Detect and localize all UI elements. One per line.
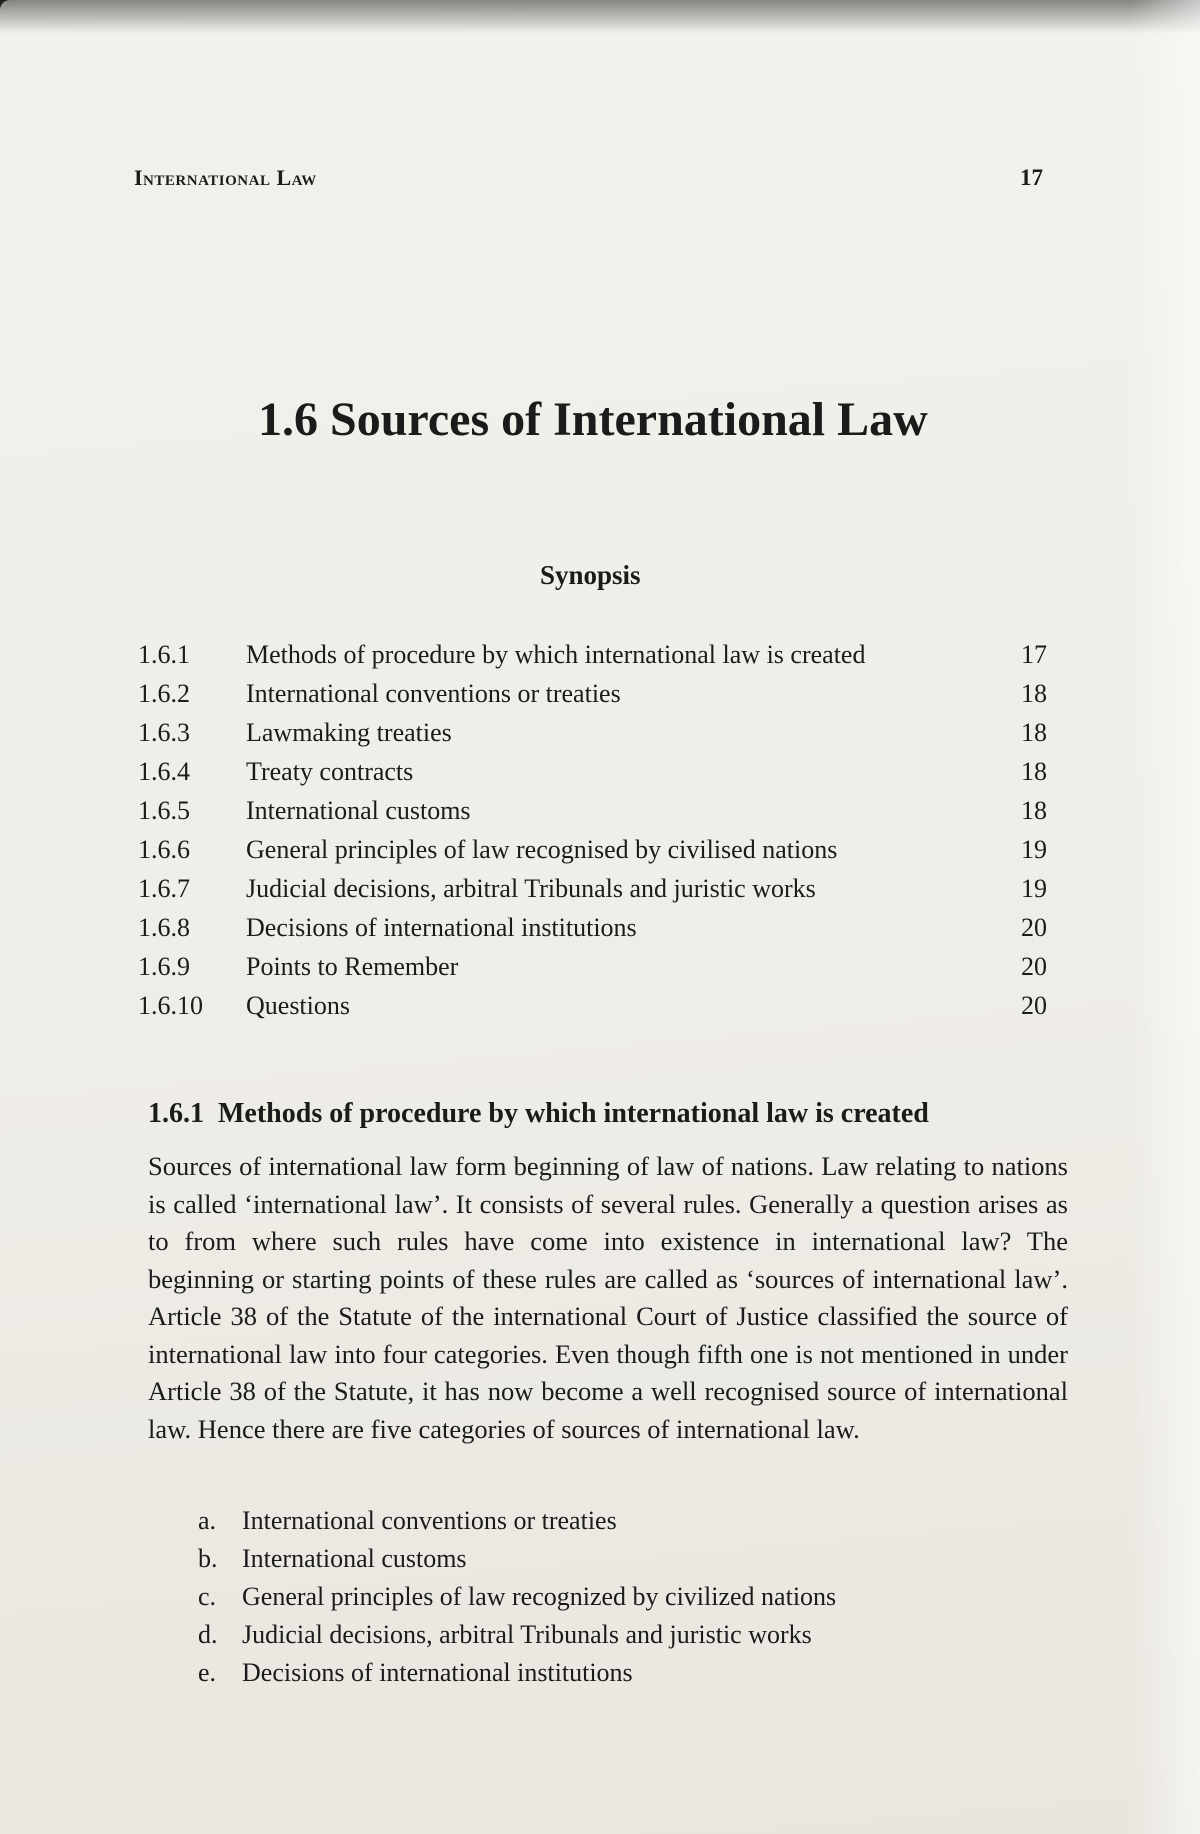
- page-edge-shadow: [0, 0, 1200, 34]
- chapter-title: 1.6 Sources of International Law: [258, 393, 928, 446]
- list-marker: d.: [198, 1620, 218, 1649]
- synopsis-entry: [138, 835, 1058, 874]
- list-item-text: Judicial decisions, arbitral Tribunals and juristic works: [242, 1620, 812, 1649]
- synopsis-entry-page: 19: [1021, 835, 1047, 864]
- synopsis-list: [138, 640, 1058, 1030]
- synopsis-entry: [138, 991, 1058, 1030]
- list-marker: a.: [198, 1506, 217, 1535]
- synopsis-entry-page: 20: [1021, 991, 1047, 1020]
- synopsis-entry-number: 1.6.10: [138, 991, 203, 1020]
- synopsis-entry-label: International customs: [246, 796, 471, 825]
- synopsis-entry-page: 18: [1021, 718, 1047, 747]
- synopsis-entry-number: 1.6.3: [138, 718, 190, 747]
- synopsis-entry: [138, 874, 1058, 913]
- synopsis-entry: [138, 757, 1058, 796]
- synopsis-entry: [138, 952, 1058, 991]
- list-item-text: International conventions or treaties: [242, 1506, 617, 1535]
- list-marker: e.: [198, 1658, 217, 1687]
- synopsis-entry-page: 20: [1021, 913, 1047, 942]
- synopsis-entry-number: 1.6.8: [138, 913, 190, 942]
- synopsis-entry-label: Judicial decisions, arbitral Tribunals and juristic works: [246, 874, 816, 903]
- synopsis-entry-label: Decisions of international institutions: [246, 913, 637, 942]
- synopsis-entry-number: 1.6.9: [138, 952, 190, 981]
- synopsis-entry: [138, 640, 1058, 679]
- page-edge-glare: [1130, 0, 1200, 1834]
- list-marker: c.: [198, 1582, 217, 1611]
- synopsis-entry-label: Questions: [246, 991, 350, 1020]
- page-number: 17: [1020, 165, 1043, 190]
- synopsis-entry-label: International conventions or treaties: [246, 679, 621, 708]
- synopsis-entry: [138, 718, 1058, 757]
- synopsis-entry-page: 18: [1021, 679, 1047, 708]
- synopsis-entry-number: 1.6.1: [138, 640, 190, 669]
- synopsis-entry-page: 18: [1021, 757, 1047, 786]
- synopsis-title: Synopsis: [540, 560, 641, 590]
- list-item-text: Decisions of international institutions: [242, 1658, 633, 1687]
- synopsis-entry-page: 18: [1021, 796, 1047, 825]
- synopsis-entry-number: 1.6.6: [138, 835, 190, 864]
- list-marker: b.: [198, 1544, 218, 1573]
- section-heading-text: Methods of procedure by which international law is created: [218, 1098, 929, 1129]
- synopsis-entry-label: Treaty contracts: [246, 757, 414, 786]
- synopsis-entry-page: 19: [1021, 874, 1047, 903]
- synopsis-entry: [138, 913, 1058, 952]
- section-heading: [148, 1098, 929, 1130]
- running-head: International Law: [134, 165, 317, 190]
- synopsis-entry-label: General principles of law recognised by civilised nations: [246, 835, 838, 864]
- synopsis-entry-label: Points to Remember: [246, 952, 459, 981]
- list-item-text: General principles of law recognized by civilized nations: [242, 1582, 837, 1611]
- synopsis-entry-label: Methods of procedure by which international law is created: [246, 640, 866, 669]
- list-item-text: International customs: [242, 1544, 467, 1573]
- body-paragraph: Sources of international law form beginning of law of nations. Law relating to nations is called ‘international law’. It consists of several rules. Generally a question arises as to from where such rules have come into existence in international law? The beginning or starting points of these rules are called as ‘sources of international law’. Article 38 of the Statute of the international Court of Justice classified the source of international law into four categories. Even though fifth one is not mentioned in under Article 38 of the Statute, it has now become a well recognised source of international law. Hence there are five categories of sources of international law.: [148, 1151, 1068, 1444]
- synopsis-entry-page: 17: [1021, 640, 1047, 669]
- synopsis-entry-page: 20: [1021, 952, 1047, 981]
- synopsis-entry-label: Lawmaking treaties: [246, 718, 452, 747]
- synopsis-entry-number: 1.6.7: [138, 874, 190, 903]
- synopsis-entry-number: 1.6.4: [138, 757, 190, 786]
- synopsis-entry-number: 1.6.2: [138, 679, 190, 708]
- synopsis-entry-number: 1.6.5: [138, 796, 190, 825]
- synopsis-entry: [138, 796, 1058, 835]
- synopsis-entry: [138, 679, 1058, 718]
- section-number: 1.6.1: [148, 1098, 204, 1129]
